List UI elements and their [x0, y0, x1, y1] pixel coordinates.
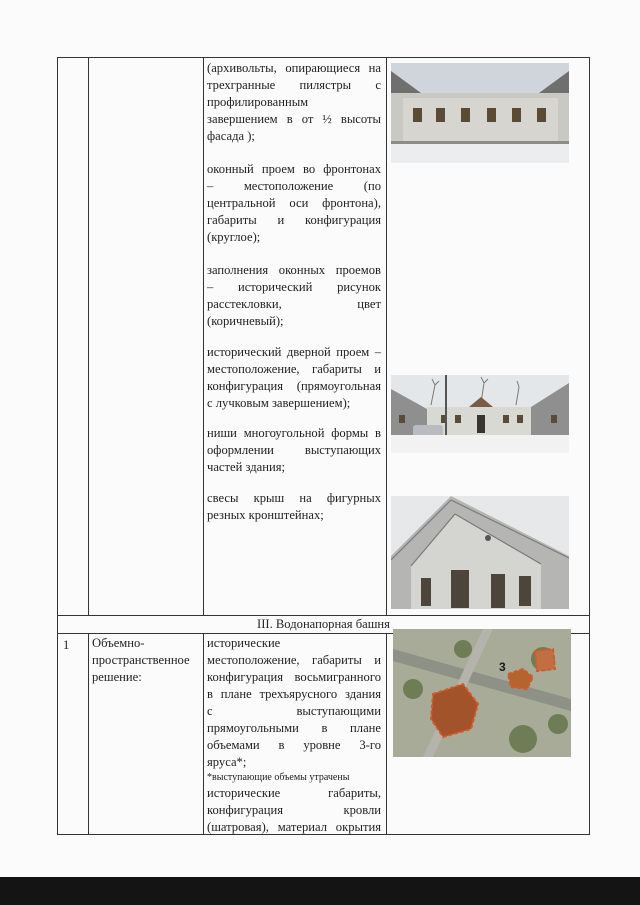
text-line: оформлении выступающих: [207, 443, 381, 457]
entrance-photo: [391, 375, 569, 453]
features-paragraph-6: [207, 490, 381, 524]
scan-bottom-border: [0, 877, 640, 905]
col-line-4: [589, 57, 590, 835]
footnote: *выступающие объемы утрачены: [207, 772, 350, 783]
text-line: с лучковым завершением);: [207, 396, 351, 410]
text-line: центральной оси фронтона),: [207, 196, 381, 210]
text-line: исторические: [207, 636, 281, 650]
section-title: III. Водонапорная башня: [257, 617, 390, 631]
text-line: яруса*;: [207, 755, 247, 769]
features-paragraph-3: [207, 262, 381, 330]
text-line: (круглое);: [207, 230, 261, 244]
col-line-1b: [88, 633, 89, 835]
text-line: с выступающими: [207, 704, 381, 718]
text-line: пространственное: [92, 653, 190, 667]
col-line-3: [386, 57, 387, 615]
roof-photo: [391, 496, 569, 609]
text-line: исторические габариты,: [207, 786, 381, 800]
features-paragraph-2: [207, 161, 381, 246]
col-line-0: [57, 57, 58, 835]
text-line: частей здания;: [207, 460, 286, 474]
col-line-1: [88, 57, 89, 615]
text-line: (архивольты, опирающиеся на: [207, 61, 381, 75]
col-line-2b: [203, 633, 204, 835]
text-line: габариты и конфигурация: [207, 213, 381, 227]
text-line: исторический дверной проем –: [207, 345, 381, 359]
text-line: оконный проем во фронтонах: [207, 162, 381, 176]
text-line: – местоположение (по: [207, 179, 381, 193]
text-line: завершением в от ½ высоты: [207, 112, 381, 126]
text-line: местоположение, габариты и: [207, 362, 381, 376]
text-line: резных кронштейнах;: [207, 508, 324, 522]
text-line: – исторический рисунок: [207, 280, 381, 294]
text-line: расстекловки, цвет: [207, 297, 381, 311]
text-line: местоположение, габариты и: [207, 653, 381, 667]
text-line: в плане трехъярусного здания: [207, 687, 381, 701]
text-line: Объемно-: [92, 636, 145, 650]
row-features: [207, 635, 381, 836]
text-line: (шатровая), материал окрытия: [207, 820, 381, 834]
text-line: свесы крыш на фигурных: [207, 491, 381, 505]
aerial-map-photo: [393, 629, 571, 757]
row-line-section: [57, 615, 590, 616]
table-top-border: [57, 57, 590, 58]
document-table: [57, 57, 590, 835]
row-number: 1: [63, 638, 70, 652]
features-paragraph-4: [207, 344, 381, 412]
map-marker-label: 3: [499, 660, 506, 674]
features-paragraph-5: [207, 425, 381, 476]
text-line: конфигурация (прямоугольная: [207, 379, 381, 393]
text-line: ниши многоугольной формы в: [207, 426, 381, 440]
text-line: профилированным: [207, 95, 309, 109]
features-paragraph-1: [207, 60, 381, 145]
text-line: решение:: [92, 670, 142, 684]
text-line: трехгранные пилястры с: [207, 78, 381, 92]
text-line: фасада );: [207, 129, 255, 143]
row-category: [92, 635, 200, 686]
text-line: (коричневый);: [207, 314, 284, 328]
facade-photo: [391, 63, 569, 163]
text-line: прямоугольными в плане: [207, 721, 381, 735]
col-line-2: [203, 57, 204, 615]
text-line: конфигурация кровли: [207, 803, 381, 817]
text-line: конфигурация восьмигранного: [207, 670, 381, 684]
col-line-3b: [386, 633, 387, 835]
text-line: объемами в уровне 3-го: [207, 738, 381, 752]
text-line: заполнения оконных проемов: [207, 263, 381, 277]
